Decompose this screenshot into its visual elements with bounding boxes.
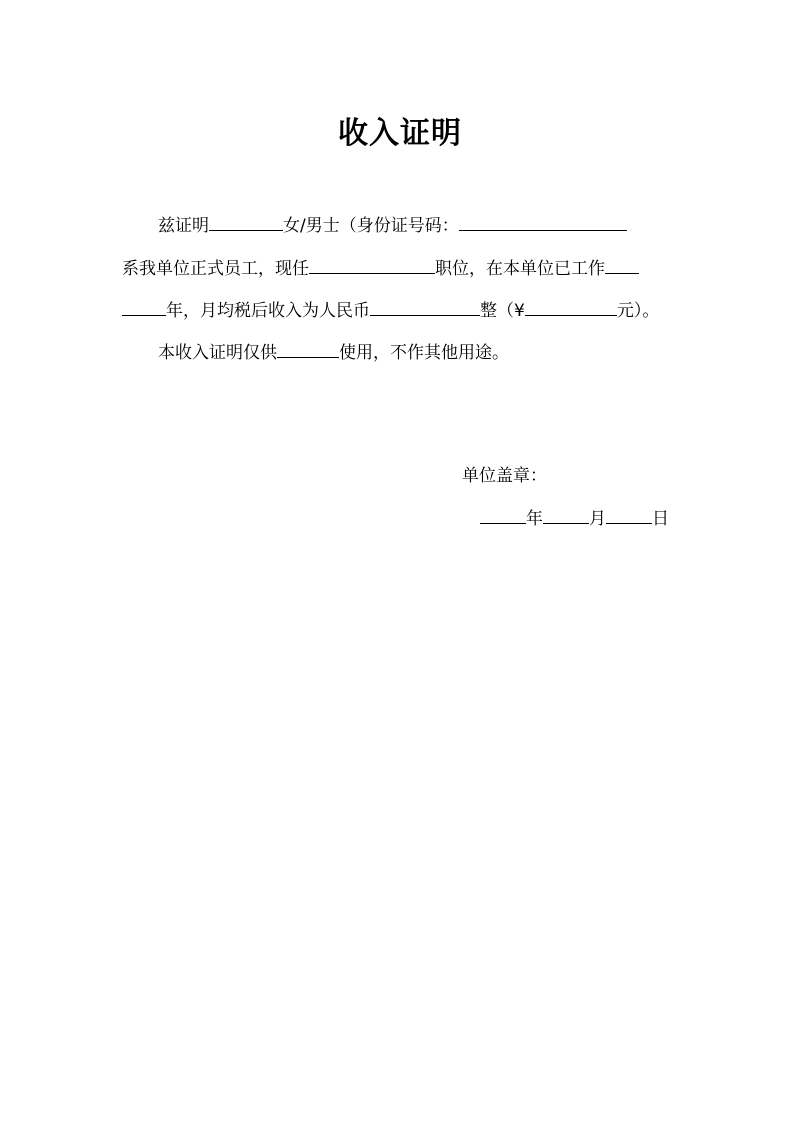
text-certify-prefix: 兹证明 — [158, 216, 209, 236]
paragraph-line-1 — [158, 212, 627, 238]
text-yuan: 元）。 — [616, 301, 660, 321]
seal-label: 单位盖章： — [462, 466, 547, 486]
position-blank[interactable] — [309, 255, 435, 274]
date-line — [480, 505, 669, 531]
purpose-blank[interactable] — [277, 339, 339, 358]
years-blank-start[interactable] — [605, 255, 639, 274]
text-day: 日 — [652, 509, 669, 529]
text-years-suffix: 年，月均税后收入为人民币 — [166, 301, 370, 321]
income-amount-blank[interactable] — [525, 297, 617, 316]
paragraph-line-3 — [122, 297, 659, 323]
text-purpose-prefix: 本收入证明仅供 — [158, 343, 277, 363]
text-employee-prefix: 系我单位正式员工，现任 — [122, 259, 309, 279]
text-gender: 女/男士 — [283, 216, 340, 236]
text-whole: 整（¥ — [480, 301, 525, 321]
income-words-blank[interactable] — [370, 297, 480, 316]
paragraph-line-4 — [158, 339, 509, 365]
paragraph-line-2 — [122, 255, 639, 281]
text-id-label: （身份证号码： — [339, 216, 459, 236]
month-blank[interactable] — [543, 505, 589, 524]
document-title: 收入证明 — [338, 116, 462, 151]
text-purpose-suffix: 使用，不作其他用途。 — [339, 343, 509, 363]
day-blank[interactable] — [606, 505, 652, 524]
text-month: 月 — [589, 509, 606, 529]
years-blank-end[interactable] — [122, 297, 166, 316]
text-position-suffix: 职位，在本单位已工作 — [435, 259, 605, 279]
id-number-blank[interactable] — [459, 212, 627, 231]
year-blank[interactable] — [480, 505, 526, 524]
name-blank[interactable] — [209, 212, 283, 231]
text-year: 年 — [526, 509, 543, 529]
